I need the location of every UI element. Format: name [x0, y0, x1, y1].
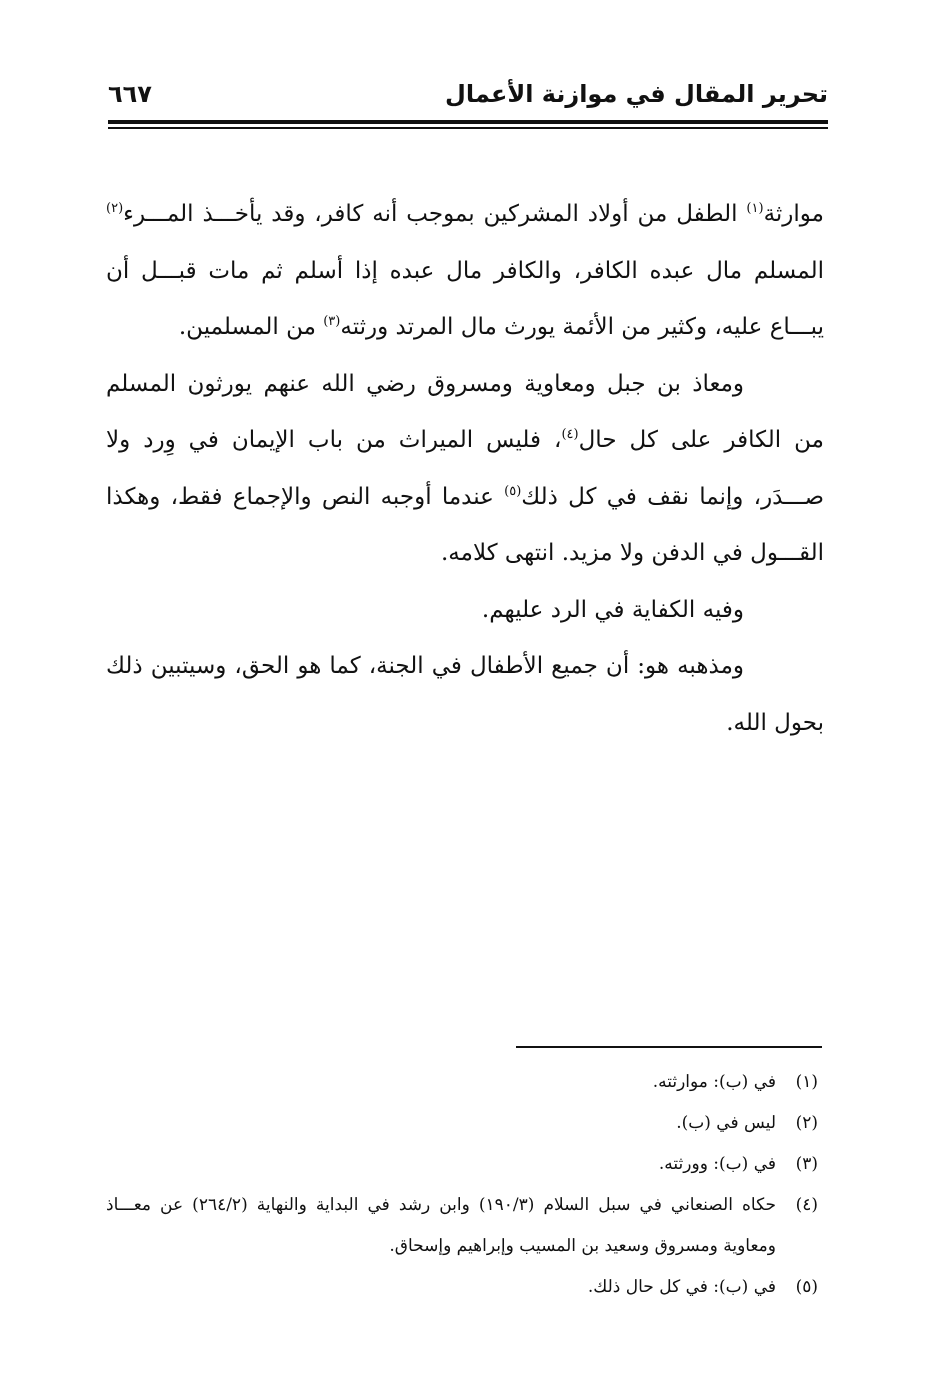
footnote-number: (٢) — [795, 1113, 818, 1133]
footnote-2 — [106, 1103, 818, 1144]
footnote-4 — [106, 1185, 818, 1267]
footnote-ref-5: (٥) — [504, 483, 522, 499]
header-rule-thin — [108, 127, 828, 129]
paragraph-1: موارثة$^{(١)}$ الطفل من أولاد المشركين بموجب أنه كافر، وقد يأخـــذ المـــرء$^{(٢)}$ المسلم مال عبده الكافر، والكافر مال عبده إذا أسلم ثم مات قبـــل أن يبـــاع عليه، وكثير من الأئمة يورث مال المرتد ورثته$^{(٣)}$ من المسلمين. — [106, 201, 824, 340]
footnote-ref-4: (٤) — [561, 427, 579, 442]
main-text — [106, 186, 824, 751]
footnote-ref-3: (٣) — [323, 314, 341, 329]
footnote-ref-2: (٢) — [106, 201, 124, 216]
paragraph-3: وفيه الكفاية في الرد عليهم. — [481, 596, 744, 623]
paragraph-2: ومعاذ بن جبل ومعاوية ومسروق رضي الله عنهم يورثون المسلم من الكافر على كل حال$^{(٤)}$، فليس الميراث من باب الإيمان في وِرد ولا صـــدَر، وإنما نقف في كل ذلك$^{(٥)}$ عندما أوجبه النص والإجماع فقط، وهكذا القـــول في الدفن ولا مزيد. انتهى كلامه. — [106, 370, 824, 566]
footnote-1 — [106, 1062, 818, 1103]
footnote-text: حكاه الصنعاني في سبل السلام (١٩٠/٣) وابن رشد في البداية والنهاية (٢٦٤/٢) عن معـــاذ ومعاوية ومسروق وسعيد بن المسيب وإبراهيم وإسحاق. — [106, 1195, 776, 1256]
footnote-text: ليس في (ب). — [676, 1113, 776, 1133]
page-header — [108, 72, 828, 116]
footnote-3 — [106, 1144, 818, 1185]
footnote-text: في (ب): وورثته. — [658, 1154, 776, 1174]
paragraph-4: ومذهبه هو: أن جميع الأطفال في الجنة، كما هو الحق، وسيتبين ذلك بحول الله. — [106, 653, 824, 736]
footnote-number: (١) — [795, 1072, 818, 1092]
footnote-5 — [106, 1267, 818, 1308]
running-title: تحرير المقال في موازنة الأعمال — [445, 80, 828, 108]
footnote-ref-1: (١) — [746, 201, 764, 216]
footnote-number: (٥) — [795, 1277, 818, 1297]
footnote-text: في (ب): موارثته. — [652, 1072, 776, 1092]
footnote-number: (٤) — [795, 1195, 818, 1215]
footnote-separator — [516, 1046, 822, 1048]
header-rule-thick — [108, 120, 828, 124]
page-number: ٦٦٧ — [108, 80, 152, 108]
footnote-number: (٣) — [795, 1154, 818, 1174]
footnotes — [106, 1062, 818, 1308]
footnote-text: في (ب): في كل حال ذلك. — [587, 1277, 776, 1297]
